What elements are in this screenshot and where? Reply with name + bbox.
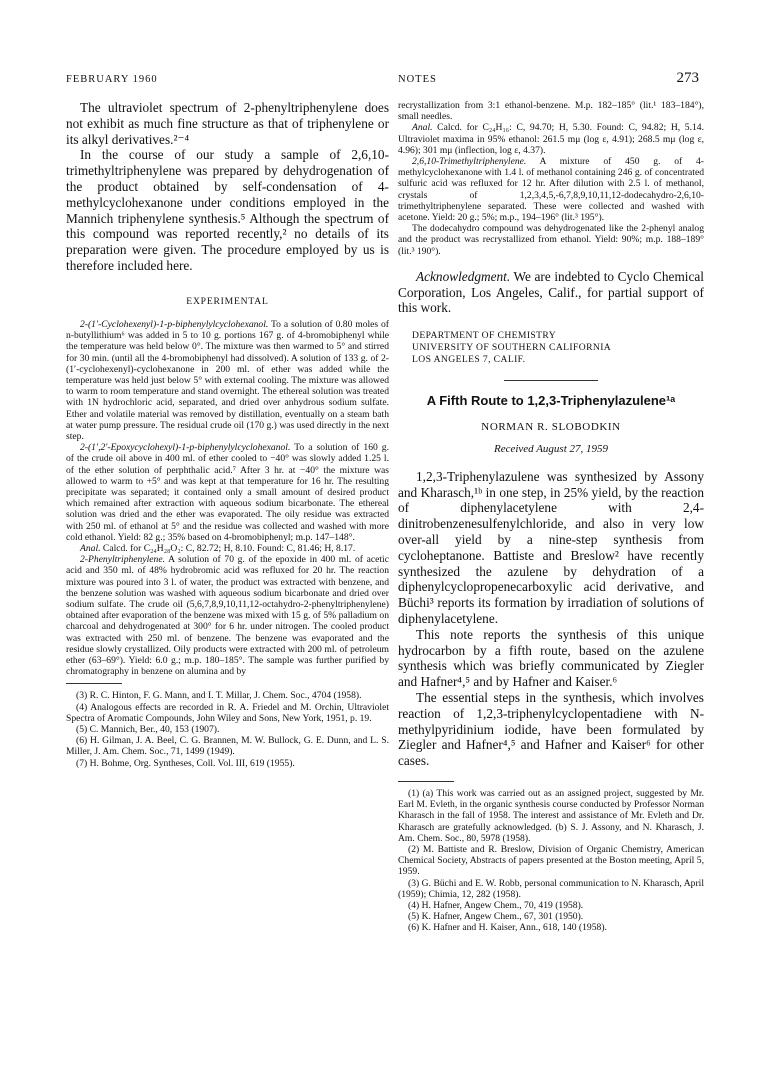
experiment-2-title: 2-(1′,2′-Epoxycyclohexyl)-1-p-biphenylylcyclohexanol. (80, 442, 291, 454)
experiment-3-text: A solution of 70 g. of the epoxide in 400 ml. of acetic acid and 350 ml. of 48% hydrobromic acid was refluxed for 20 hr. The reaction mixture was poured into 3 l. of water, the product was extracted with benzene, and the benzene solution was washed with aqueous sodium bicarbonate and dried over sodium sulfate. The crude oil (5,6,7,8,9,10,11,12-octahydro-2-phenyltriphenylene) obtained after evaporation of the benzene was mixed with 15 g. of 5% palladium on charcoal and dehydrogenated at 300° for 6 hr. under nitrogen. The cooled product was extracted with 250 ml. of benzene. The benzene was evaporated and the residue slowly crystallized. Oily products were extracted with 200 ml. of petroleum ether (63–69°). Yield: 6.0 g.; m.p. 180–185°. The sample was further purified by chromatography in benzene on alumina and by (66, 554, 389, 678)
footnote-4: (4) H. Hafner, Angew Chem., 70, 419 (1958). (408, 900, 584, 912)
experiment-4-title: 2,6,10-Trimethyltriphenylene. (412, 156, 527, 168)
page-number: 273 (676, 70, 699, 86)
acknowledgment-text: We are indebted to Cyclo Chemical Corporation, Los Angeles, Calif., for partial support of this work. (398, 268, 704, 316)
footnote-5: (5) K. Hafner, Angew Chem., 67, 301 (1950). (408, 911, 584, 923)
experiment-1-text: To a solution of 0.80 moles of n-butyllithium⁶ was added in 5 to 10 g. portions 167 g. of 4-bromobiphenyl while the temperature was held below 0°. The mixture was then warmed to 5° and stirred for 30 min. (until all the 4-bromobiphenyl had dissolved). A solution of 133 g. of 2-(1′-cyclohexenyl)-cyclohexanone in 200 ml. of ether was added while the temperature was held just below 5° with external cooling. The mixture was allowed to warm to room temperature and stand overnight. The ethereal solution was treated with 1N hydrochloric acid, separated, and dried over anhydrous sodium sulfate. Ether and volatile material was removed by distillation, eventually on a steam bath at water pump pressure. The residual crude oil (170 g.) was used directly in the next step. (66, 318, 389, 442)
acknowledgment (398, 269, 704, 316)
address-line-3: LOS ANGELES 7, CALIF. (412, 354, 526, 366)
experiment-3 (66, 554, 389, 677)
address-line-2: UNIVERSITY OF SOUTHERN CALIFORNIA (412, 342, 612, 354)
footnote-3: (3) G. Büchi and E. W. Robb, personal communication to N. Kharasch, April (1959); Chimia, 12, 282 (1958). (398, 877, 704, 900)
intro-paragraph-1: The ultraviolet spectrum of 2-phenyltriphenylene does not exhibit as much fine structure as that of triphenylene or its alkyl derivatives.²⁻⁴ (66, 100, 389, 147)
footnote-7: (7) H. Bohme, Org. Syntheses, Coll. Vol. III, 619 (1955). (76, 757, 295, 769)
footnote-divider (398, 781, 454, 782)
intro-paragraph-2: In the course of our study a sample of 2,6,10-trimethyltriphenylene was prepared by dehydrogenation of the product obtained by self-condensation of 4-methylcyclohexanone under conditions employed in the Mannich triphenylene synthesis.⁵ Although the spectrum of this compound was reported recently,² no details of its preparation were given. The procedure employed by us is therefore included here. (66, 147, 389, 273)
footnote-5: (5) C. Mannich, Ber., 40, 153 (1907). (76, 724, 220, 736)
body-paragraph-3: The essential steps in the synthesis, which involves reaction of 1,2,3-triphenylcyclopentadiene with N-methylpyridinium iodide, have been formulated by Ziegler and Hafner⁴,⁵ and Hafner and Kaiser⁶ for other cases. (398, 690, 704, 769)
analysis-label: Anal. (80, 543, 101, 555)
footnote-6: (6) H. Gilman, J. A. Beel, C. G. Brannen, M. W. Bullock, G. E. Dunn, and L. S. Miller, J. Am. Chem. Soc., 71, 1499 (1949). (66, 735, 389, 758)
experiment-3-title: 2-Phenyltriphenylene. (80, 554, 165, 566)
experiment-2 (66, 442, 389, 543)
experimental-heading: EXPERIMENTAL (186, 295, 269, 307)
analysis-text: Calcd. for C₂₄H₂₈O₂: C, 82.72; H, 8.10. Found: C, 81.46; H, 8.17. (100, 543, 356, 555)
analysis-text: Calcd. for C₂₄H₁₆: C, 94.70; H, 5.30. Found: C, 94.82; H, 5.14. Ultraviolet maxima in 95% ethanol: 261.5 mμ (log ε, 4.91); 268.5 mμ (log ε, 4.96); 301 mμ (inflection, log ε, 4.37). (398, 122, 704, 156)
experiment-4-text: A mixture of 450 g. of 4-methylcyclohexanone with 1.4 l. of methanol containing 246 g. of concentrated sulfuric acid was refluxed for 12 hr. After dilution with 2.5 l. of methanol, crystals of 1,2,3,4,5,-6,7,8,9,10,11,12-dodecahydro-2,6,10-trimethyltriphenylene separated. These were collected and washed with acetone. Yield: 20 g.; 5%; m.p., 194–196° (lit.³ 195°). (398, 156, 704, 224)
running-head-date: FEBRUARY 1960 (66, 74, 158, 85)
experiment-2-text: To a solution of 160 g. of the crude oil above in 400 ml. of ether cooled to −40° was slowly added 1.25 l. of the ether solution of perphthalic acid.⁷ After 3 hr. at −40° the mixture was allowed to warm to +5° and was kept at that temperature for 16 hr. The resulting precipitate was separated; it contained only a small amount of desired product which remained after extraction with aqueous sodium bicarbonate. The ethereal solution was dried and the ether was evaporated. The oily residue was extracted with 250 ml. of ethanol at 5° and the residue was collected and washed with more cold ethanol. Yield: 82 g.; 35% based on 4-bromobiphenyl; m.p. 147–148°. (66, 442, 389, 543)
author-address (412, 330, 704, 366)
experiment-2-analysis (66, 543, 389, 554)
body-paragraph-2: This note reports the synthesis of this unique hydrocarbon by a fifth route, based on the azulene synthesis which was briefly communicated by Ziegler and Hafner⁴,⁵ and by Hafner and Kaiser.⁶ (398, 626, 704, 690)
footnote-6: (6) K. Hafner and H. Kaiser, Ann., 618, 140 (1958). (408, 922, 607, 934)
experiment-1 (66, 319, 389, 442)
footnote-1: (1) (a) This work was carried out as an assigned project, suggested by Mr. Earl M. Evleth, in the organic synthesis course conducted by Professor Norman Kharasch in the fall of 1958. The interest and assistance of Mr. Evleth and Dr. Kharasch are gratefully acknowledged. (b) S. J. Assony, and N. Kharasch, J. Am. Chem. Soc., 80, 5978 (1958). (398, 787, 704, 844)
left-column (66, 100, 389, 769)
running-head-section: NOTES (398, 74, 437, 85)
footnote-3: (3) R. C. Hinton, F. G. Mann, and I. T. Millar, J. Chem. Soc., 4704 (1958). (76, 690, 362, 702)
continued-analysis (398, 122, 704, 156)
body-paragraph-1: 1,2,3-Triphenylazulene was synthesized by Assony and Kharasch,¹ᵇ in one step, in 25% yield, by the reaction of diphenylacetylene with 2,4-dinitrobenzenesulfenylchloride, and also in very low over-all yield by a nine-step synthesis from cycloheptanone. Battiste and Breslow² have recently synthesized the azulene by dehydration of a diphenylcyclopropenecarboxylic acid derivative, and Büchi³ reports its formation by irradiation of solutions of diphenylacetylene. (398, 468, 704, 627)
experiment-4 (398, 156, 704, 223)
continued-paragraph: recrystallization from 3:1 ethanol-benzene. M.p. 182–185° (lit.¹ 183–184°), small needles. (398, 100, 704, 123)
article-author: NORMAN R. SLOBODKIN (481, 421, 621, 434)
article-divider (504, 380, 598, 381)
footnote-4: (4) Analogous effects are recorded in R. A. Friedel and M. Orchin, Ultraviolet Spectra of Aromatic Compounds, John Wiley and Sons, New York, 1951, p. 19. (66, 701, 389, 724)
experiment-1-title: 2-(1′-Cyclohexenyl)-1-p-biphenylylcyclohexanol. (80, 318, 269, 330)
experiment-4-paragraph-2: The dodecahydro compound was dehydrogenated like the 2-phenyl analog and the product was recrystallized from ethanol. Yield: 90%; m.p. 188–189° (lit.³ 190°). (398, 223, 704, 257)
received-date: Received August 27, 1959 (493, 442, 609, 455)
analysis-label: Anal. (412, 122, 433, 134)
article-title: A Fifth Route to 1,2,3-Triphenylazulene¹ᵃ (426, 393, 676, 409)
footnote-2: (2) M. Battiste and R. Breslow, Division of Organic Chemistry, American Chemical Society, Abstracts of papers presented at the Boston meeting, April 5, 1959. (398, 844, 704, 878)
right-column (398, 100, 704, 934)
acknowledgment-label: Acknowledgment. (416, 268, 511, 284)
address-line-1: DEPARTMENT OF CHEMISTRY (412, 330, 557, 342)
footnote-divider (66, 683, 122, 684)
